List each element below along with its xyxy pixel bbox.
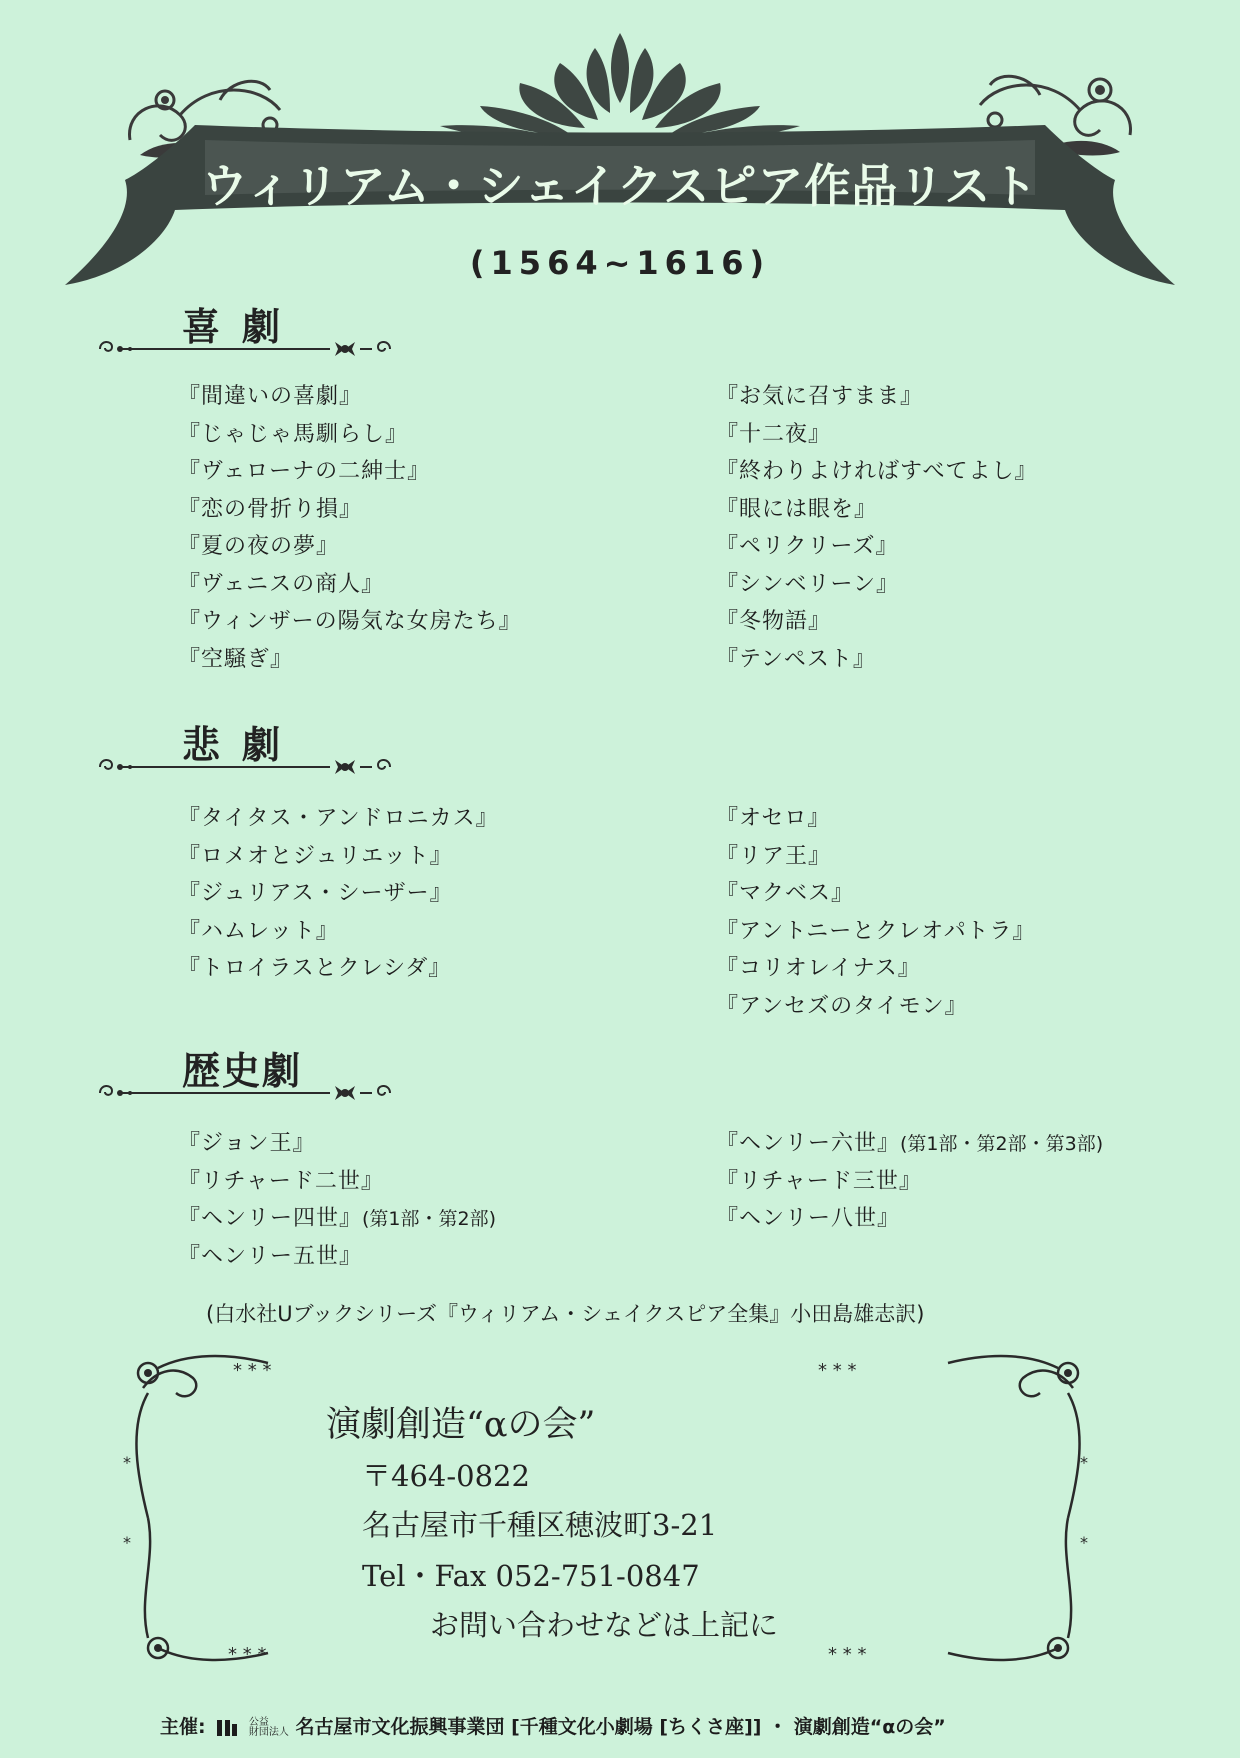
list-item (178, 1163, 496, 1201)
list-item (716, 1200, 1103, 1238)
list-item (178, 1125, 496, 1163)
list-item: 『アントニーとクレオパトラ』 (716, 918, 1036, 944)
svg-text:*: * (123, 1453, 131, 1472)
sponsor-label: 主催: (160, 1716, 206, 1738)
address: 名古屋市千種区穂波町3-21 (362, 1508, 718, 1542)
foundation-logo-icon (216, 1718, 238, 1738)
list-item: 『トロイラスとクレシダ』 (178, 956, 452, 981)
list-item: 『テンペスト』 (716, 646, 876, 672)
phone-fax: Tel・Fax 052-751-0847 (362, 1559, 700, 1593)
footer-sponsors (160, 1712, 1120, 1739)
svg-text:* * *: * * * (233, 1360, 272, 1381)
play-note: (第1部・第2部・第3部) (900, 1133, 1104, 1155)
svg-text:*: * (123, 1533, 131, 1552)
list-item (178, 1200, 496, 1238)
play-title: 『ヘンリー六世』 (716, 1131, 901, 1156)
list-item (716, 1125, 1103, 1163)
svg-text:* * *: * * * (228, 1644, 267, 1665)
page-title: ウィリアム・シェイクスピア作品リスト (201, 159, 1039, 213)
list-item: 『終わりよければすべてよし』 (716, 459, 1038, 484)
list-item: 『冬物語』 (716, 609, 832, 634)
list-item: 『オセロ』 (716, 806, 831, 831)
separator: ・ (768, 1716, 788, 1738)
list-item: 『眼には眼を』 (716, 496, 878, 522)
source-note: (白水社Uブックシリーズ『ウィリアム・シェイクスピア全集』小田島雄志訳) (206, 1302, 925, 1326)
list-item: 『ハムレット』 (178, 918, 339, 944)
list-item: 『アンセズのタイモン』 (716, 993, 968, 1019)
foundation-type-bottom: 財団法人 (248, 1726, 289, 1738)
years-subtitle: (1564~1616) (469, 244, 771, 282)
list-item: 『じゃじゃ馬馴らし』 (178, 421, 409, 447)
section-heading-tragedies: 悲劇 (182, 722, 303, 767)
svg-text:*: * (1080, 1533, 1088, 1552)
comedies-left-list (178, 378, 522, 678)
svg-text:* * *: * * * (828, 1644, 867, 1665)
list-item: 『間違いの喜劇』 (178, 384, 363, 409)
foundation-name: 名古屋市文化振興事業団 (295, 1716, 505, 1738)
play-title: 『ヘンリー五世』 (178, 1243, 363, 1269)
foundation-type-top: 公益 (248, 1716, 269, 1728)
venue-name: [千種文化小劇場 [ちくさ座]] (511, 1716, 762, 1738)
list-item: 『十二夜』 (716, 421, 832, 447)
svg-text:* * *: * * * (818, 1360, 857, 1381)
list-item: 『ペリクリーズ』 (716, 534, 899, 559)
list-item: 『シンベリーン』 (716, 571, 900, 597)
cohost-name: 演劇創造“αの会” (793, 1716, 946, 1738)
list-item: 『夏の夜の夢』 (178, 534, 340, 559)
play-title: 『ジョン王』 (178, 1131, 316, 1156)
section-heading-histories: 歴史劇 (182, 1048, 303, 1093)
list-item: 『ウィンザーの陽気な女房たち』 (178, 609, 522, 634)
list-item: 『ヴェニスの商人』 (178, 571, 385, 597)
organization-name: 演劇創造“αの会” (326, 1405, 596, 1445)
histories-right-list (716, 1125, 1103, 1238)
divider-flourish-icon (90, 754, 400, 780)
divider-flourish-icon (90, 1080, 400, 1106)
play-title: 『リチャード二世』 (178, 1168, 384, 1194)
list-item: 『恋の骨折り損』 (178, 496, 363, 522)
list-item: 『空騒ぎ』 (178, 646, 294, 672)
list-item: 『タイタス・アンドロニカス』 (178, 806, 499, 831)
foundation-type (249, 1718, 289, 1738)
list-item (178, 1238, 496, 1276)
list-item: 『マクベス』 (716, 881, 855, 906)
play-note: (第1部・第2部) (362, 1208, 497, 1230)
list-item: 『ジュリアス・シーザー』 (178, 881, 453, 906)
play-title: 『ヘンリー八世』 (716, 1206, 901, 1231)
postal-code: 〒464-0822 (362, 1459, 530, 1493)
comedies-right-list (716, 378, 1038, 678)
tragedies-left-list (178, 800, 499, 988)
list-item (716, 1163, 1103, 1201)
divider-flourish-icon (90, 336, 400, 362)
svg-text:*: * (1080, 1453, 1088, 1472)
inquiry-note: お問い合わせなどは上記に (430, 1608, 779, 1642)
list-item: 『リア王』 (716, 843, 832, 869)
list-item: 『ヴェローナの二紳士』 (178, 459, 431, 484)
tragedies-right-list (716, 800, 1035, 1025)
list-item: 『ロメオとジュリエット』 (178, 843, 453, 869)
list-item: 『お気に召すまま』 (716, 384, 924, 409)
play-title: 『リチャード三世』 (716, 1168, 922, 1194)
play-title: 『ヘンリー四世』 (178, 1206, 363, 1231)
histories-left-list (178, 1125, 496, 1275)
list-item: 『コリオレイナス』 (716, 956, 921, 981)
section-heading-comedies: 喜劇 (182, 304, 303, 349)
